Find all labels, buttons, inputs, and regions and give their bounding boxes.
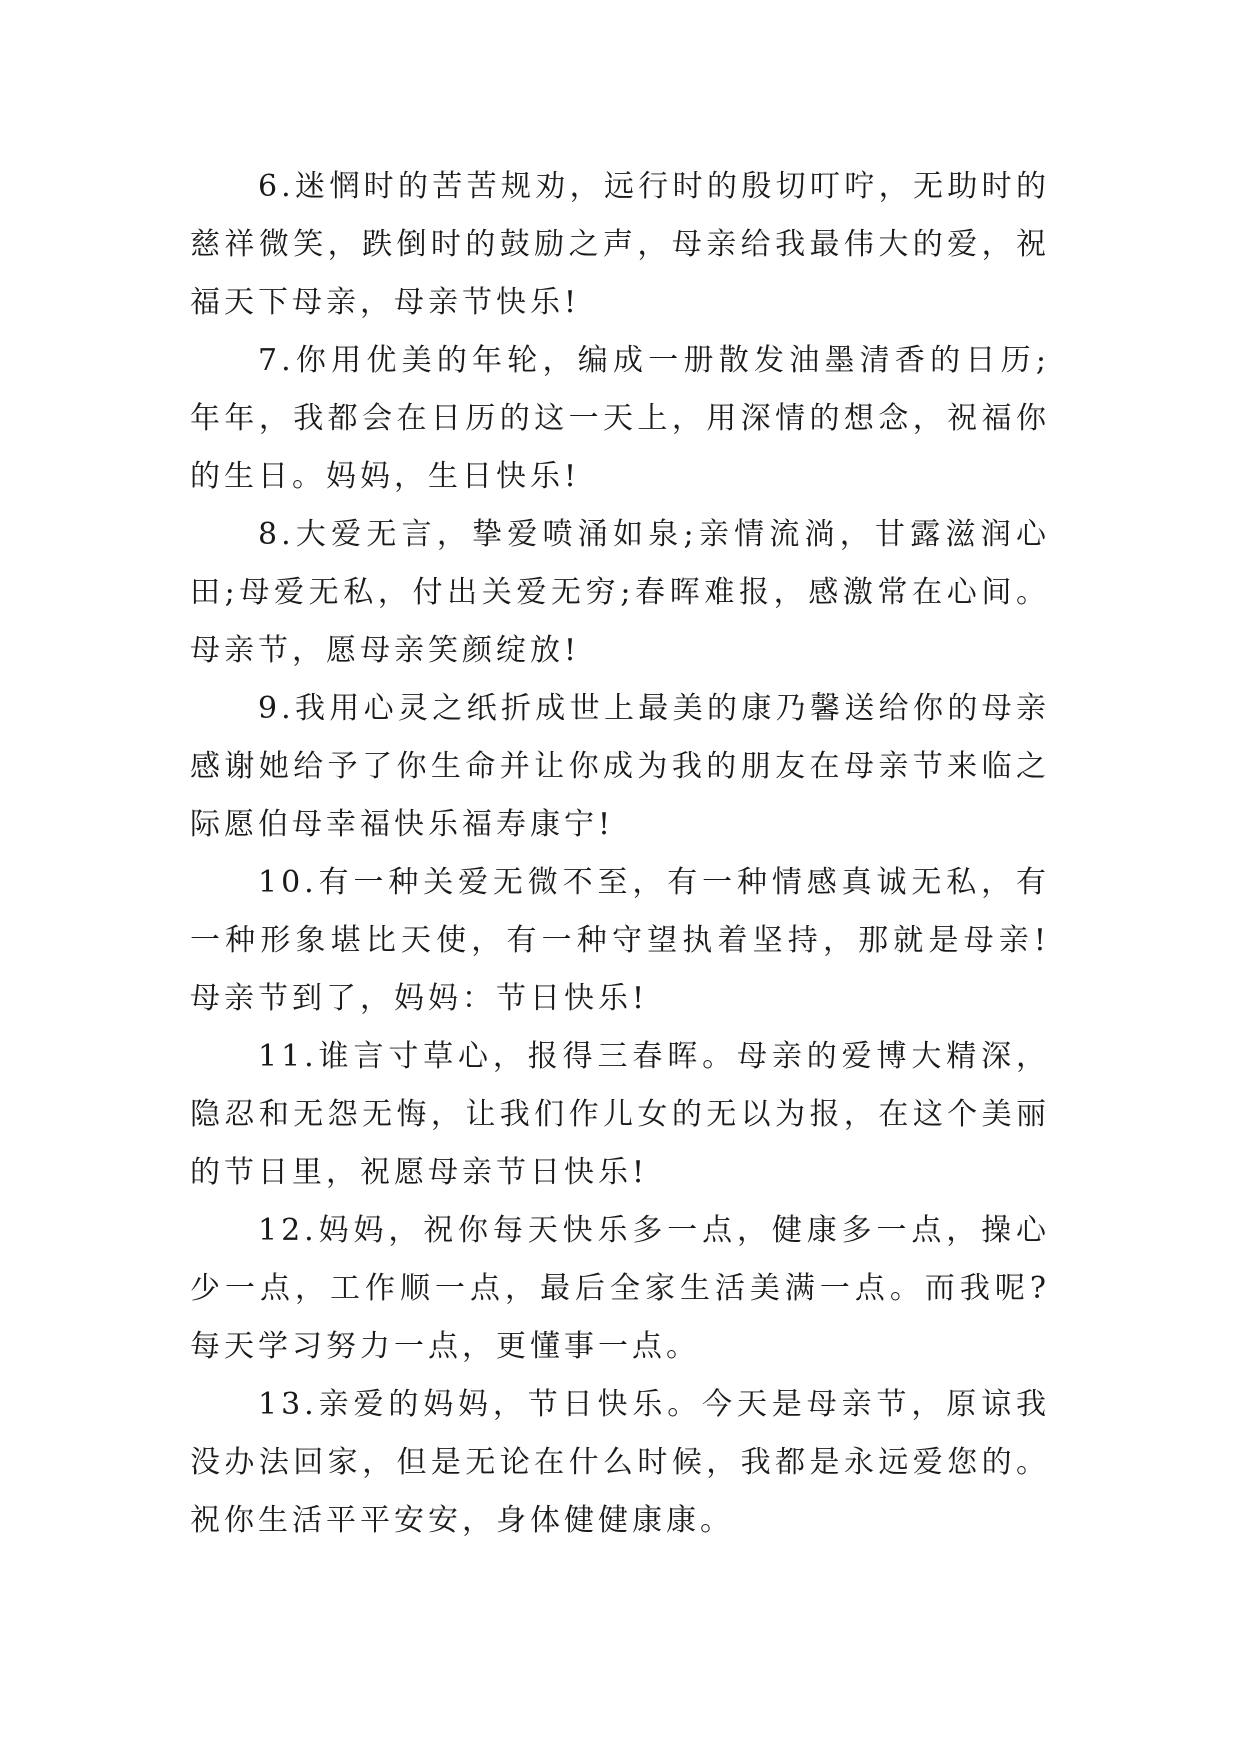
paragraph-9: 9.我用心灵之纸折成世上最美的康乃馨送给你的母亲感谢她给予了你生命并让你成为我的朋友在母亲节来临之际愿伯母幸福快乐福寿康宁! [190, 691, 1050, 842]
paragraph-7: 7.你用优美的年轮，编成一册散发油墨清香的日历;年年，我都会在日历的这一天上，用深情的想念，祝福你的生日。妈妈，生日快乐! [190, 343, 1050, 494]
paragraph-13: 13.亲爱的妈妈，节日快乐。今天是母亲节，原谅我没办法回家，但是无论在什么时候，我都是永远爱您的。祝你生活平平安安，身体健健康康。 [190, 1387, 1050, 1538]
paragraph-10: 10.有一种关爱无微不至，有一种情感真诚无私，有一种形象堪比天使，有一种守望执着坚持，那就是母亲!母亲节到了，妈妈：节日快乐! [190, 865, 1050, 1016]
paragraph-6: 6.迷惘时的苦苦规劝，远行时的殷切叮咛，无助时的慈祥微笑，跌倒时的鼓励之声，母亲给我最伟大的爱，祝福天下母亲，母亲节快乐! [190, 169, 1050, 320]
paragraph-12: 12.妈妈，祝你每天快乐多一点，健康多一点，操心少一点，工作顺一点，最后全家生活美满一点。而我呢?每天学习努力一点，更懂事一点。 [190, 1213, 1050, 1364]
paragraph-11: 11.谁言寸草心，报得三春晖。母亲的爱博大精深，隐忍和无怨无悔，让我们作儿女的无以为报，在这个美丽的节日里，祝愿母亲节日快乐! [190, 1039, 1050, 1190]
paragraph-8: 8.大爱无言，挚爱喷涌如泉;亲情流淌，甘露滋润心田;母爱无私，付出关爱无穷;春晖难报，感激常在心间。母亲节，愿母亲笑颜绽放! [190, 517, 1050, 668]
document-page [190, 158, 1050, 1550]
